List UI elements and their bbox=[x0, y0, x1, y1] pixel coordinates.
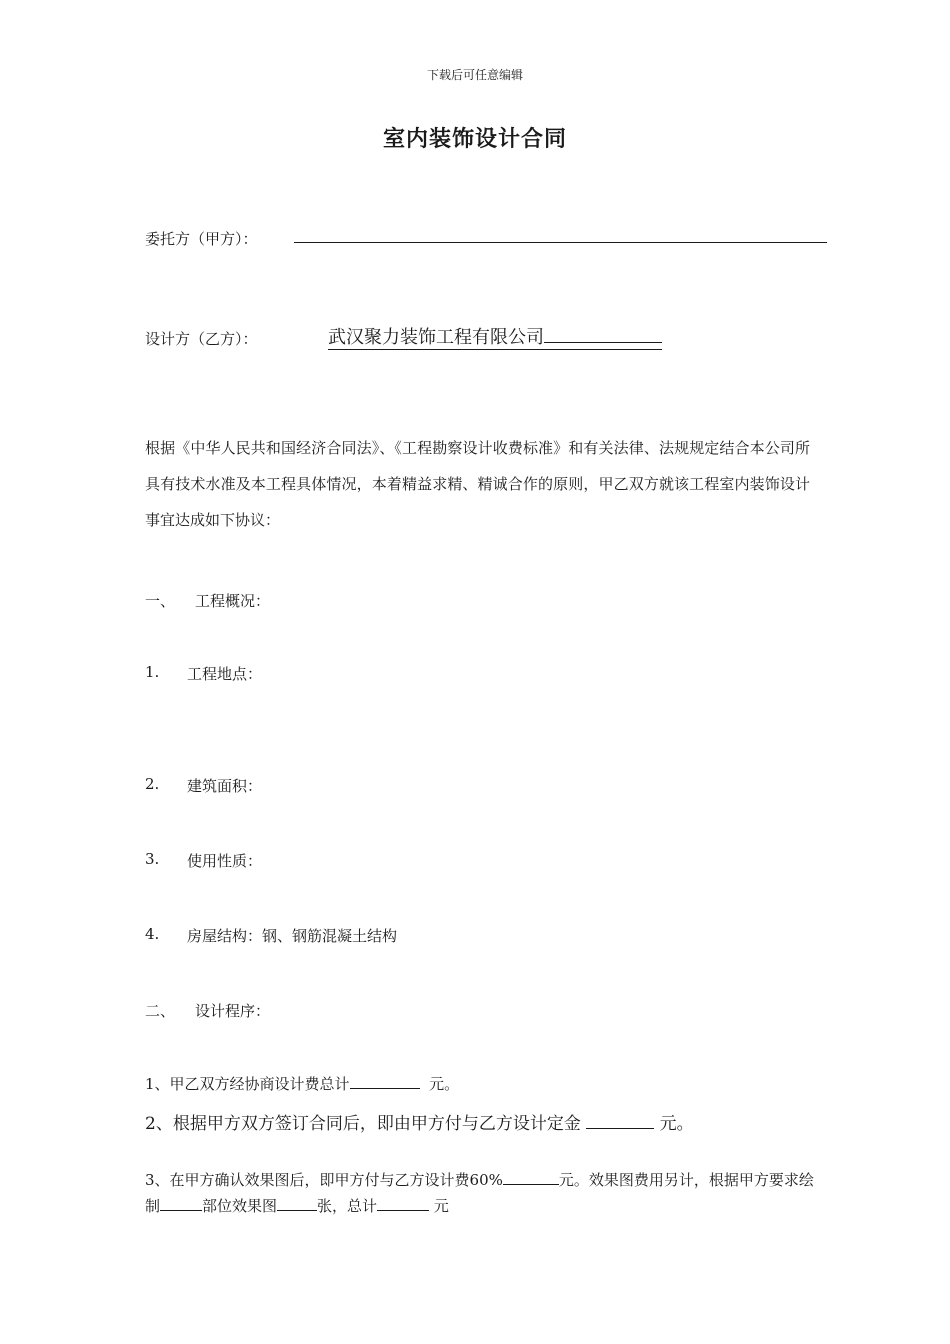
clause3-fee-blank[interactable] bbox=[503, 1170, 559, 1185]
party-a-label: 委托方（甲方）： bbox=[145, 230, 258, 248]
item1-number: 1. bbox=[145, 663, 160, 681]
clause3-parts-blank[interactable] bbox=[160, 1196, 202, 1211]
party-b-company: 武汉聚力装饰工程有限公司 bbox=[328, 327, 544, 348]
section2-heading: 设计程序： bbox=[195, 1002, 271, 1020]
intro-paragraph: 根据《中华人民共和国经济合同法》、《工程勘察设计收费标准》和有关法律、法规规定结合本公司所具有技术水准及本工程具体情况，本着精益求精、精诚合作的原则，甲乙双方就该工程室内装饰设计事宜达成如下协议： bbox=[145, 439, 810, 529]
clause3-total-blank[interactable] bbox=[377, 1196, 429, 1211]
clause2 bbox=[145, 1109, 694, 1134]
clause3-text-3: 部位效果图 bbox=[202, 1197, 278, 1215]
clause1-unit: 元。 bbox=[429, 1075, 460, 1093]
item3-label: 使用性质： bbox=[187, 852, 263, 870]
section2-number: 二、 bbox=[145, 1002, 176, 1020]
clause3-text-2: 元。效果图费用另计，根据甲方要求绘制 bbox=[145, 1171, 814, 1215]
section1-number: 一、 bbox=[145, 592, 176, 610]
clause1-fee-blank[interactable] bbox=[350, 1074, 420, 1089]
clause1-text: 1、甲乙双方经协商设计费总计 bbox=[145, 1075, 350, 1093]
clause2-unit: 元。 bbox=[659, 1114, 694, 1134]
section1-heading: 工程概况： bbox=[195, 592, 271, 610]
party-b-underline bbox=[544, 341, 662, 343]
item4-label: 房屋结构：钢、钢筋混凝土结构 bbox=[187, 927, 398, 945]
header-note: 下载后可任意编辑 bbox=[426, 68, 523, 82]
item2-label: 建筑面积： bbox=[187, 777, 263, 795]
clause3 bbox=[145, 1167, 815, 1219]
clause2-text: 2、根据甲方双方签订合同后，即由甲方付与乙方设计定金 bbox=[145, 1114, 581, 1134]
clause3-count-blank[interactable] bbox=[277, 1196, 317, 1211]
document-title: 室内装饰设计合同 bbox=[382, 126, 567, 152]
clause3-text-4: 张，总计 bbox=[317, 1197, 378, 1215]
clause3-text-1: 3、在甲方确认效果图后，即甲方付与乙方设计费 bbox=[145, 1171, 470, 1189]
clause2-deposit-blank[interactable] bbox=[586, 1114, 654, 1129]
item3-number: 3. bbox=[145, 850, 160, 868]
party-b-field bbox=[328, 323, 662, 350]
item4-number: 4. bbox=[145, 925, 160, 943]
clause1 bbox=[145, 1073, 459, 1094]
item1-label: 工程地点： bbox=[187, 665, 263, 683]
party-a-blank-line[interactable] bbox=[294, 242, 827, 243]
item2-number: 2. bbox=[145, 775, 160, 793]
party-b-label: 设计方（乙方）： bbox=[145, 330, 258, 348]
clause3-text-5: 元 bbox=[433, 1197, 449, 1215]
clause3-percent: 60% bbox=[469, 1171, 503, 1189]
